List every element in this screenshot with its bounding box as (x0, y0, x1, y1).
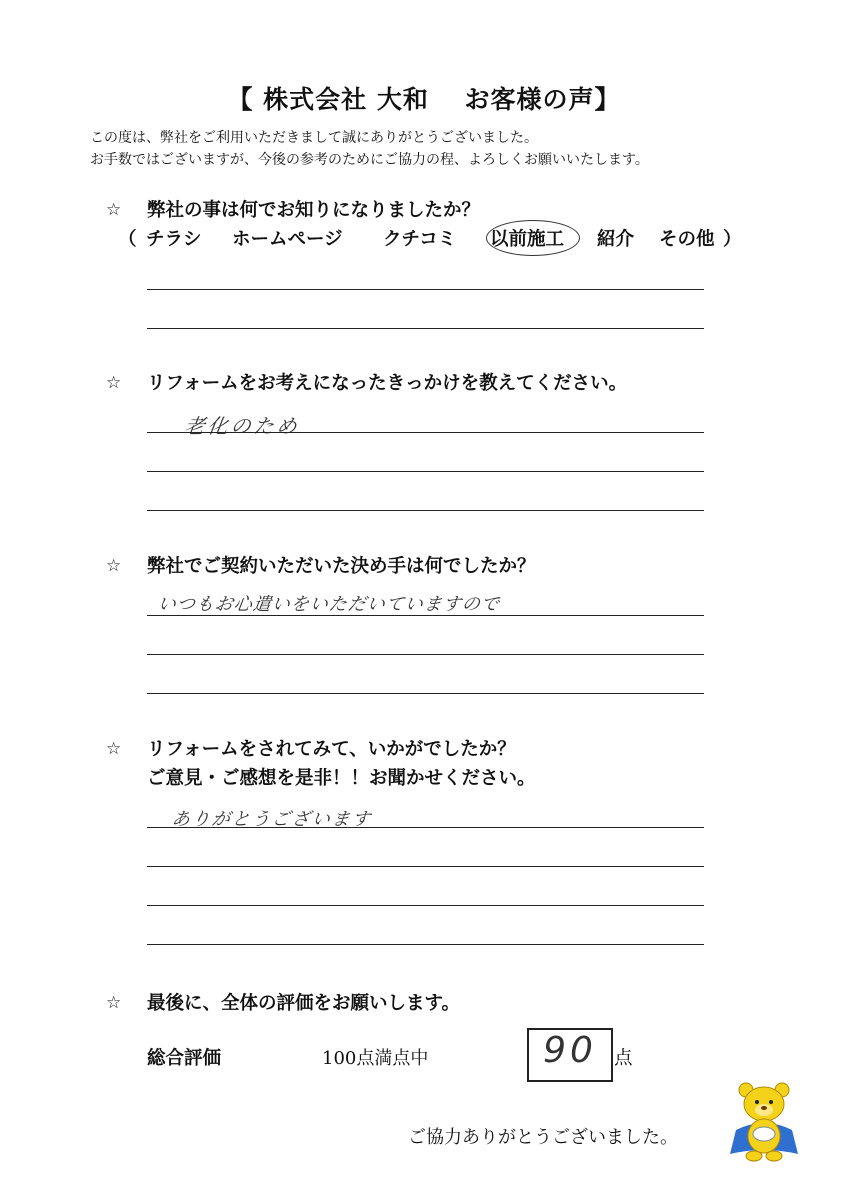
intro-line-2: お手数ではございますが、今後の参考のためにご協力の程、よろしくお願いいたします。 (90, 152, 649, 168)
handwritten-answer-4: ありがとうございます (170, 809, 374, 830)
options-open-paren: （ (118, 229, 137, 250)
question-5: 最後に、全体の評価をお願いします。 (147, 993, 461, 1014)
star-icon: ☆ (106, 739, 122, 759)
bear-mascot-icon (728, 1080, 800, 1168)
thanks-message: ご協力ありがとうございました。 (408, 1127, 678, 1148)
question-4-line-1: リフォームをされてみて、いかがでしたか？ (147, 739, 516, 760)
score-unit: 点 (614, 1048, 633, 1069)
rating-scale: 100点満点中 (322, 1048, 429, 1069)
option-homepage: ホームページ (232, 229, 343, 250)
answer-line (147, 432, 704, 433)
answer-line (147, 471, 704, 472)
answer-line (147, 289, 704, 290)
answer-line (147, 615, 704, 616)
score-value: 90 (543, 1030, 597, 1071)
handwritten-answer-3: いつもお心遣いをいただいていますので (156, 594, 502, 615)
answer-line (147, 905, 704, 906)
question-4-line-2: ご意見・ご感想を是非！！お聞かせください。 (147, 768, 536, 789)
answer-line (147, 654, 704, 655)
star-icon: ☆ (106, 993, 122, 1013)
option-other: その他 (659, 229, 715, 250)
star-icon: ☆ (106, 200, 122, 220)
star-icon: ☆ (106, 373, 122, 393)
page-title: 【 株式会社 大和 お客様の声】 (227, 85, 621, 114)
question-3: 弊社でご契約いただいた決め手は何でしたか？ (147, 556, 536, 577)
question-1: 弊社の事は何でお知りになりましたか？ (147, 200, 481, 221)
handwritten-answer-2: 老化のため (183, 414, 302, 438)
options-close-paren: ） (723, 229, 742, 250)
answer-line (147, 866, 704, 867)
option-referral: 紹介 (597, 229, 635, 250)
answer-line (147, 510, 704, 511)
intro-line-1: この度は、弊社をご利用いただきまして誠にありがとうございました。 (90, 130, 538, 146)
star-icon: ☆ (106, 556, 122, 576)
rating-label: 総合評価 (147, 1048, 222, 1069)
answer-line (147, 827, 704, 828)
option-flyer: チラシ (146, 229, 202, 250)
option-word-of-mouth: クチコミ (383, 229, 457, 250)
answer-line (147, 944, 704, 945)
answer-line (147, 693, 704, 694)
question-2: リフォームをお考えになったきっかけを教えてください。 (147, 373, 628, 394)
option-previous-work: 以前施工 (490, 229, 565, 250)
answer-line (147, 328, 704, 329)
